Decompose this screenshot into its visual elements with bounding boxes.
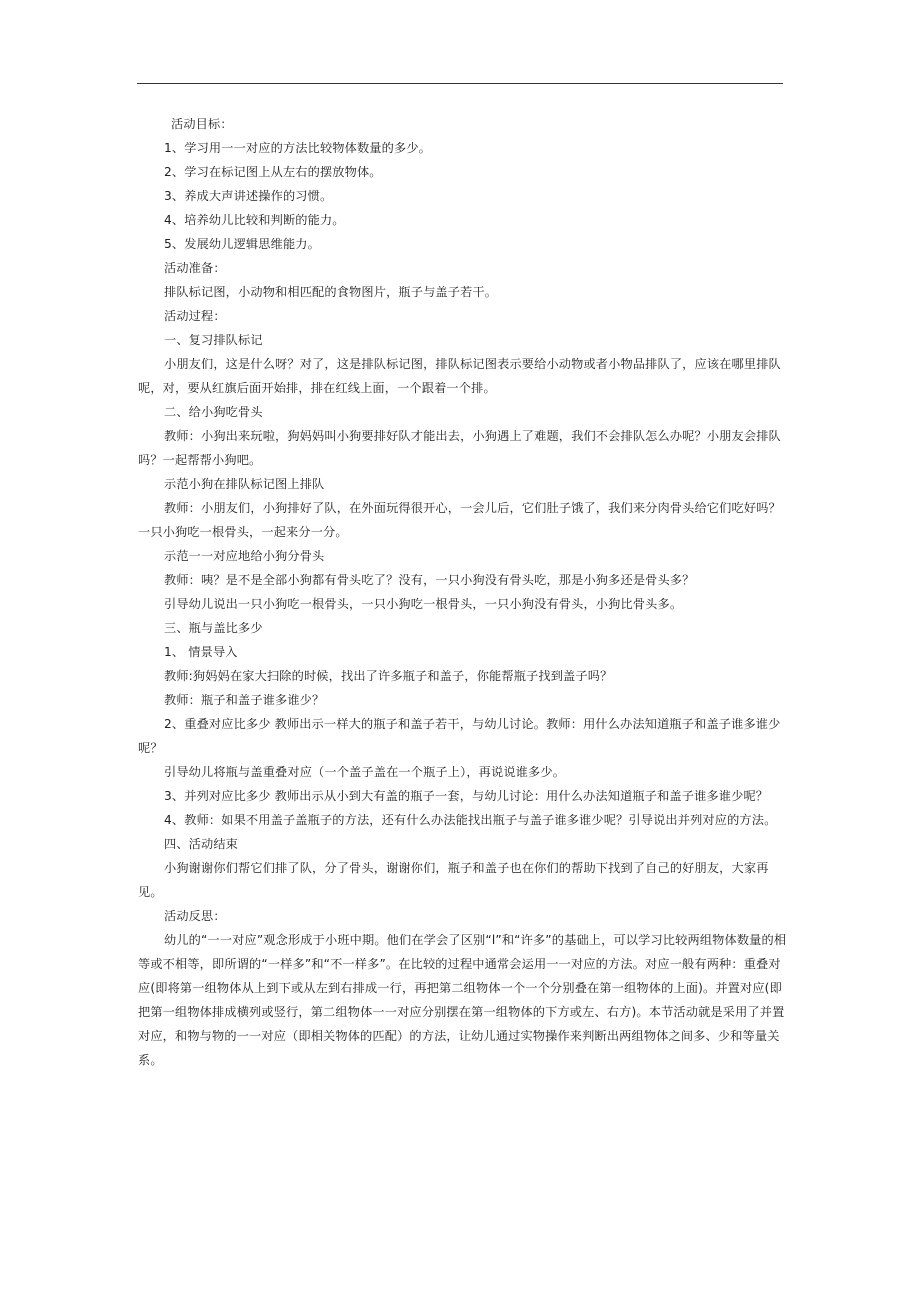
step-heading: 二、给小狗吃骨头 xyxy=(164,405,263,419)
goal-item: 1、学习用一一对应的方法比较物体数量的多少。 xyxy=(164,141,431,155)
preparation-text: 排队标记图，小动物和相匹配的食物图片，瓶子与盖子若干。 xyxy=(164,285,498,299)
goal-item: 5、发展幼儿逻辑思维能力。 xyxy=(164,237,320,251)
goal-item: 3、养成大声讲述操作的习惯。 xyxy=(164,189,333,203)
body-paragraph: 教师：小朋友们，小狗排好了队，在外面玩得很开心，一会儿后，它们肚子饿了，我们来分肉骨头给它们吃好吗？一只小狗吃一根骨头，一起来分一分。 xyxy=(138,501,781,539)
body-paragraph: 教师：小狗出来玩啦，狗妈妈叫小狗要排好队才能出去，小狗遇上了难题，我们不会排队怎么办呢？小朋友会排队吗？一起帮帮小狗吧。 xyxy=(138,429,781,467)
header-rule xyxy=(137,83,783,84)
step-heading: 三、瓶与盖比多少 xyxy=(164,621,263,635)
body-paragraph: 3、并列对应比多少 教师出示从小到大有盖的瓶子一套，与幼儿讨论：用什么办法知道瓶子和盖子谁多谁少呢？ xyxy=(164,789,769,803)
body-paragraph: 引导幼儿说出一只小狗吃一根骨头，一只小狗吃一根骨头，一只小狗没有骨头，小狗比骨头多。 xyxy=(164,597,683,611)
body-paragraph: 教师:狗妈妈在家大扫除的时候，找出了许多瓶子和盖子，你能帮瓶子找到盖子吗？ xyxy=(164,669,613,683)
body-paragraph: 教师：咦？是不是全部小狗都有骨头吃了？没有，一只小狗没有骨头吃，那是小狗多还是骨头多？ xyxy=(164,573,695,587)
sub-heading: 1、 情景导入 xyxy=(164,645,238,659)
section-heading-reflection: 活动反思： xyxy=(164,909,226,923)
sub-heading: 示范一一对应地给小狗分骨头 xyxy=(164,549,325,563)
body-paragraph: 小狗谢谢你们帮它们排了队，分了骨头，谢谢你们，瓶子和盖子也在你们的帮助下找到了自己的好朋友，大家再见。 xyxy=(138,861,769,899)
body-paragraph: 引导幼儿将瓶与盖重叠对应（一个盖子盖在一个瓶子上），再说说谁多少。 xyxy=(164,765,566,779)
body-paragraph: 教师：瓶子和盖子谁多谁少？ xyxy=(164,693,325,707)
section-heading-preparation: 活动准备： xyxy=(164,261,226,275)
body-paragraph: 小朋友们，这是什么呀？对了，这是排队标记图，排队标记图表示要给小动物或者小物品排队了，应该在哪里排队呢，对，要从红旗后面开始排，排在红线上面，一个跟着一个排。 xyxy=(138,357,781,395)
section-heading-goals: 活动目标： xyxy=(171,117,233,131)
step-heading: 四、活动结束 xyxy=(164,837,239,851)
document-body xyxy=(138,112,790,1072)
body-paragraph: 4、教师：如果不用盖子盖瓶子的方法，还有什么办法能找出瓶子与盖子谁多谁少呢？引导说出并列对应的方法。 xyxy=(164,813,777,827)
step-heading: 一、复习排队标记 xyxy=(164,333,263,347)
reflection-paragraph: 幼儿的“一一对应”观念形成于小班中期。他们在学会了区别“l”和“许多”的基础上，可以学习比较两组物体数量的相等或不相等，即所谓的“一样多”和“不一样多”。在比较的过程中通常会运用一一对应的方法。对应一般有两种：重叠对应(即将第一组物体从上到下或从左到右排成一行，再把第二组物体一个一个分别叠在第一组物体的上面)。并置对应(即把第一组物体排成横列或竖行，第二组物体一一对应分别摆在第一组物体的下方或左、右方)。本节活动就是采用了并置对应，和物与物的一一对应（即相关物体的匹配）的方法，让幼儿通过实物操作来判断出两组物体之间多、少和等量关系。 xyxy=(138,933,787,1067)
sub-heading: 示范小狗在排队标记图上排队 xyxy=(164,477,325,491)
goal-item: 2、学习在标记图上从左右的摆放物体。 xyxy=(164,165,382,179)
goal-item: 4、培养幼儿比较和判断的能力。 xyxy=(164,213,345,227)
body-paragraph: 2、重叠对应比多少 教师出示一样大的瓶子和盖子若干，与幼儿讨论。教师：用什么办法知道瓶子和盖子谁多谁少呢？ xyxy=(138,717,781,755)
section-heading-process: 活动过程： xyxy=(164,309,226,323)
